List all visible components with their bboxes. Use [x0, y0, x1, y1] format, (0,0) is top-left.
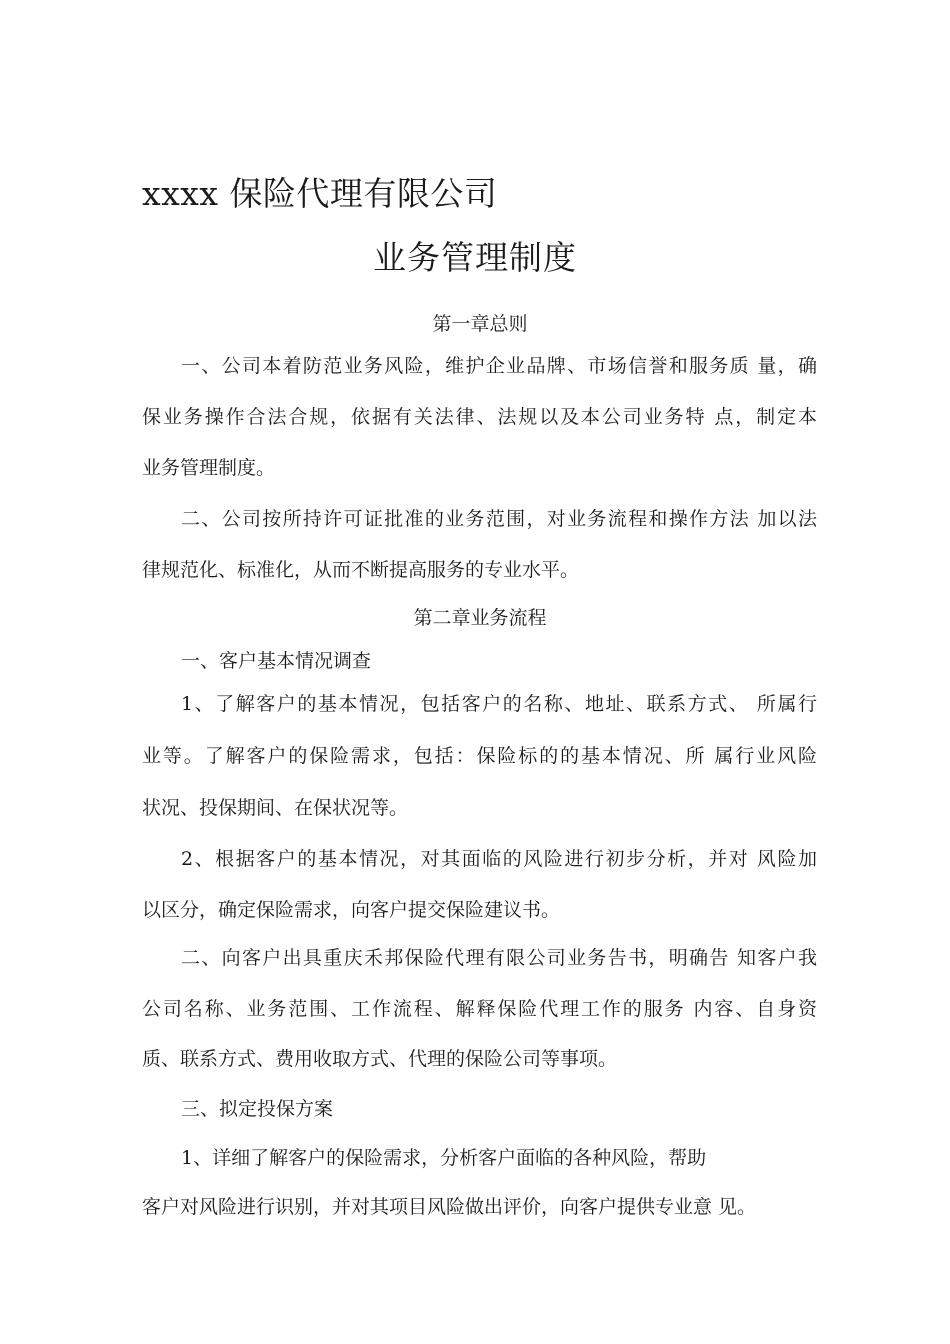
- company-name: xxxx 保险代理有限公司: [142, 174, 498, 213]
- paragraph-line: 质、联系方式、费用收取方式、代理的保险公司等事项。: [142, 1048, 618, 1070]
- paragraph-line: 状况、投保期间、在保状况等。: [142, 797, 409, 819]
- paragraph-line: 公司名称、业务范围、工作流程、解释保险代理工作的服务 内容、自身资: [142, 998, 817, 1020]
- paragraph-line: 2、根据客户的基本情况，对其面临的风险进行初步分析，并对 风险加: [181, 848, 817, 870]
- paragraph-line: 二、向客户出具重庆禾邦保险代理有限公司业务告书，明确告 知客户我: [181, 947, 817, 969]
- chapter-heading: 第一章总则: [432, 313, 528, 335]
- paragraph-line: 一、公司本着防范业务风险，维护企业品牌、市场信誉和服务质 量，确: [181, 355, 817, 377]
- paragraph-line: 二、公司按所持许可证批准的业务范围，对业务流程和操作方法 加以法: [181, 508, 817, 530]
- paragraph-line: 业务管理制度。: [142, 457, 276, 479]
- paragraph-line: 以区分，确定保险需求，向客户提交保险建议书。: [142, 899, 561, 921]
- paragraph-line: 业等。了解客户的保险需求，包括：保险标的的基本情况、所 属行业风险: [142, 745, 817, 767]
- section-title: 一、客户基本情况调查: [181, 650, 372, 672]
- document-title: 业务管理制度: [373, 238, 577, 277]
- paragraph-line: 1、了解客户的基本情况，包括客户的名称、地址、联系方式、 所属行: [181, 693, 817, 715]
- paragraph-line: 1、详细了解客户的保险需求，分析客户面临的各种风险，帮助: [181, 1147, 707, 1169]
- chapter-heading: 第二章业务流程: [413, 607, 547, 629]
- paragraph-line: 律规范化、标准化，从而不断提高服务的专业水平。: [142, 559, 580, 581]
- section-title: 三、拟定投保方案: [181, 1098, 334, 1120]
- paragraph-line: 保业务操作合法合规，依据有关法律、法规以及本公司业务特 点，制定本: [142, 406, 817, 428]
- paragraph-line: 客户对风险进行识别，并对其项目风险做出评价，向客户提供专业意 见。: [142, 1196, 757, 1218]
